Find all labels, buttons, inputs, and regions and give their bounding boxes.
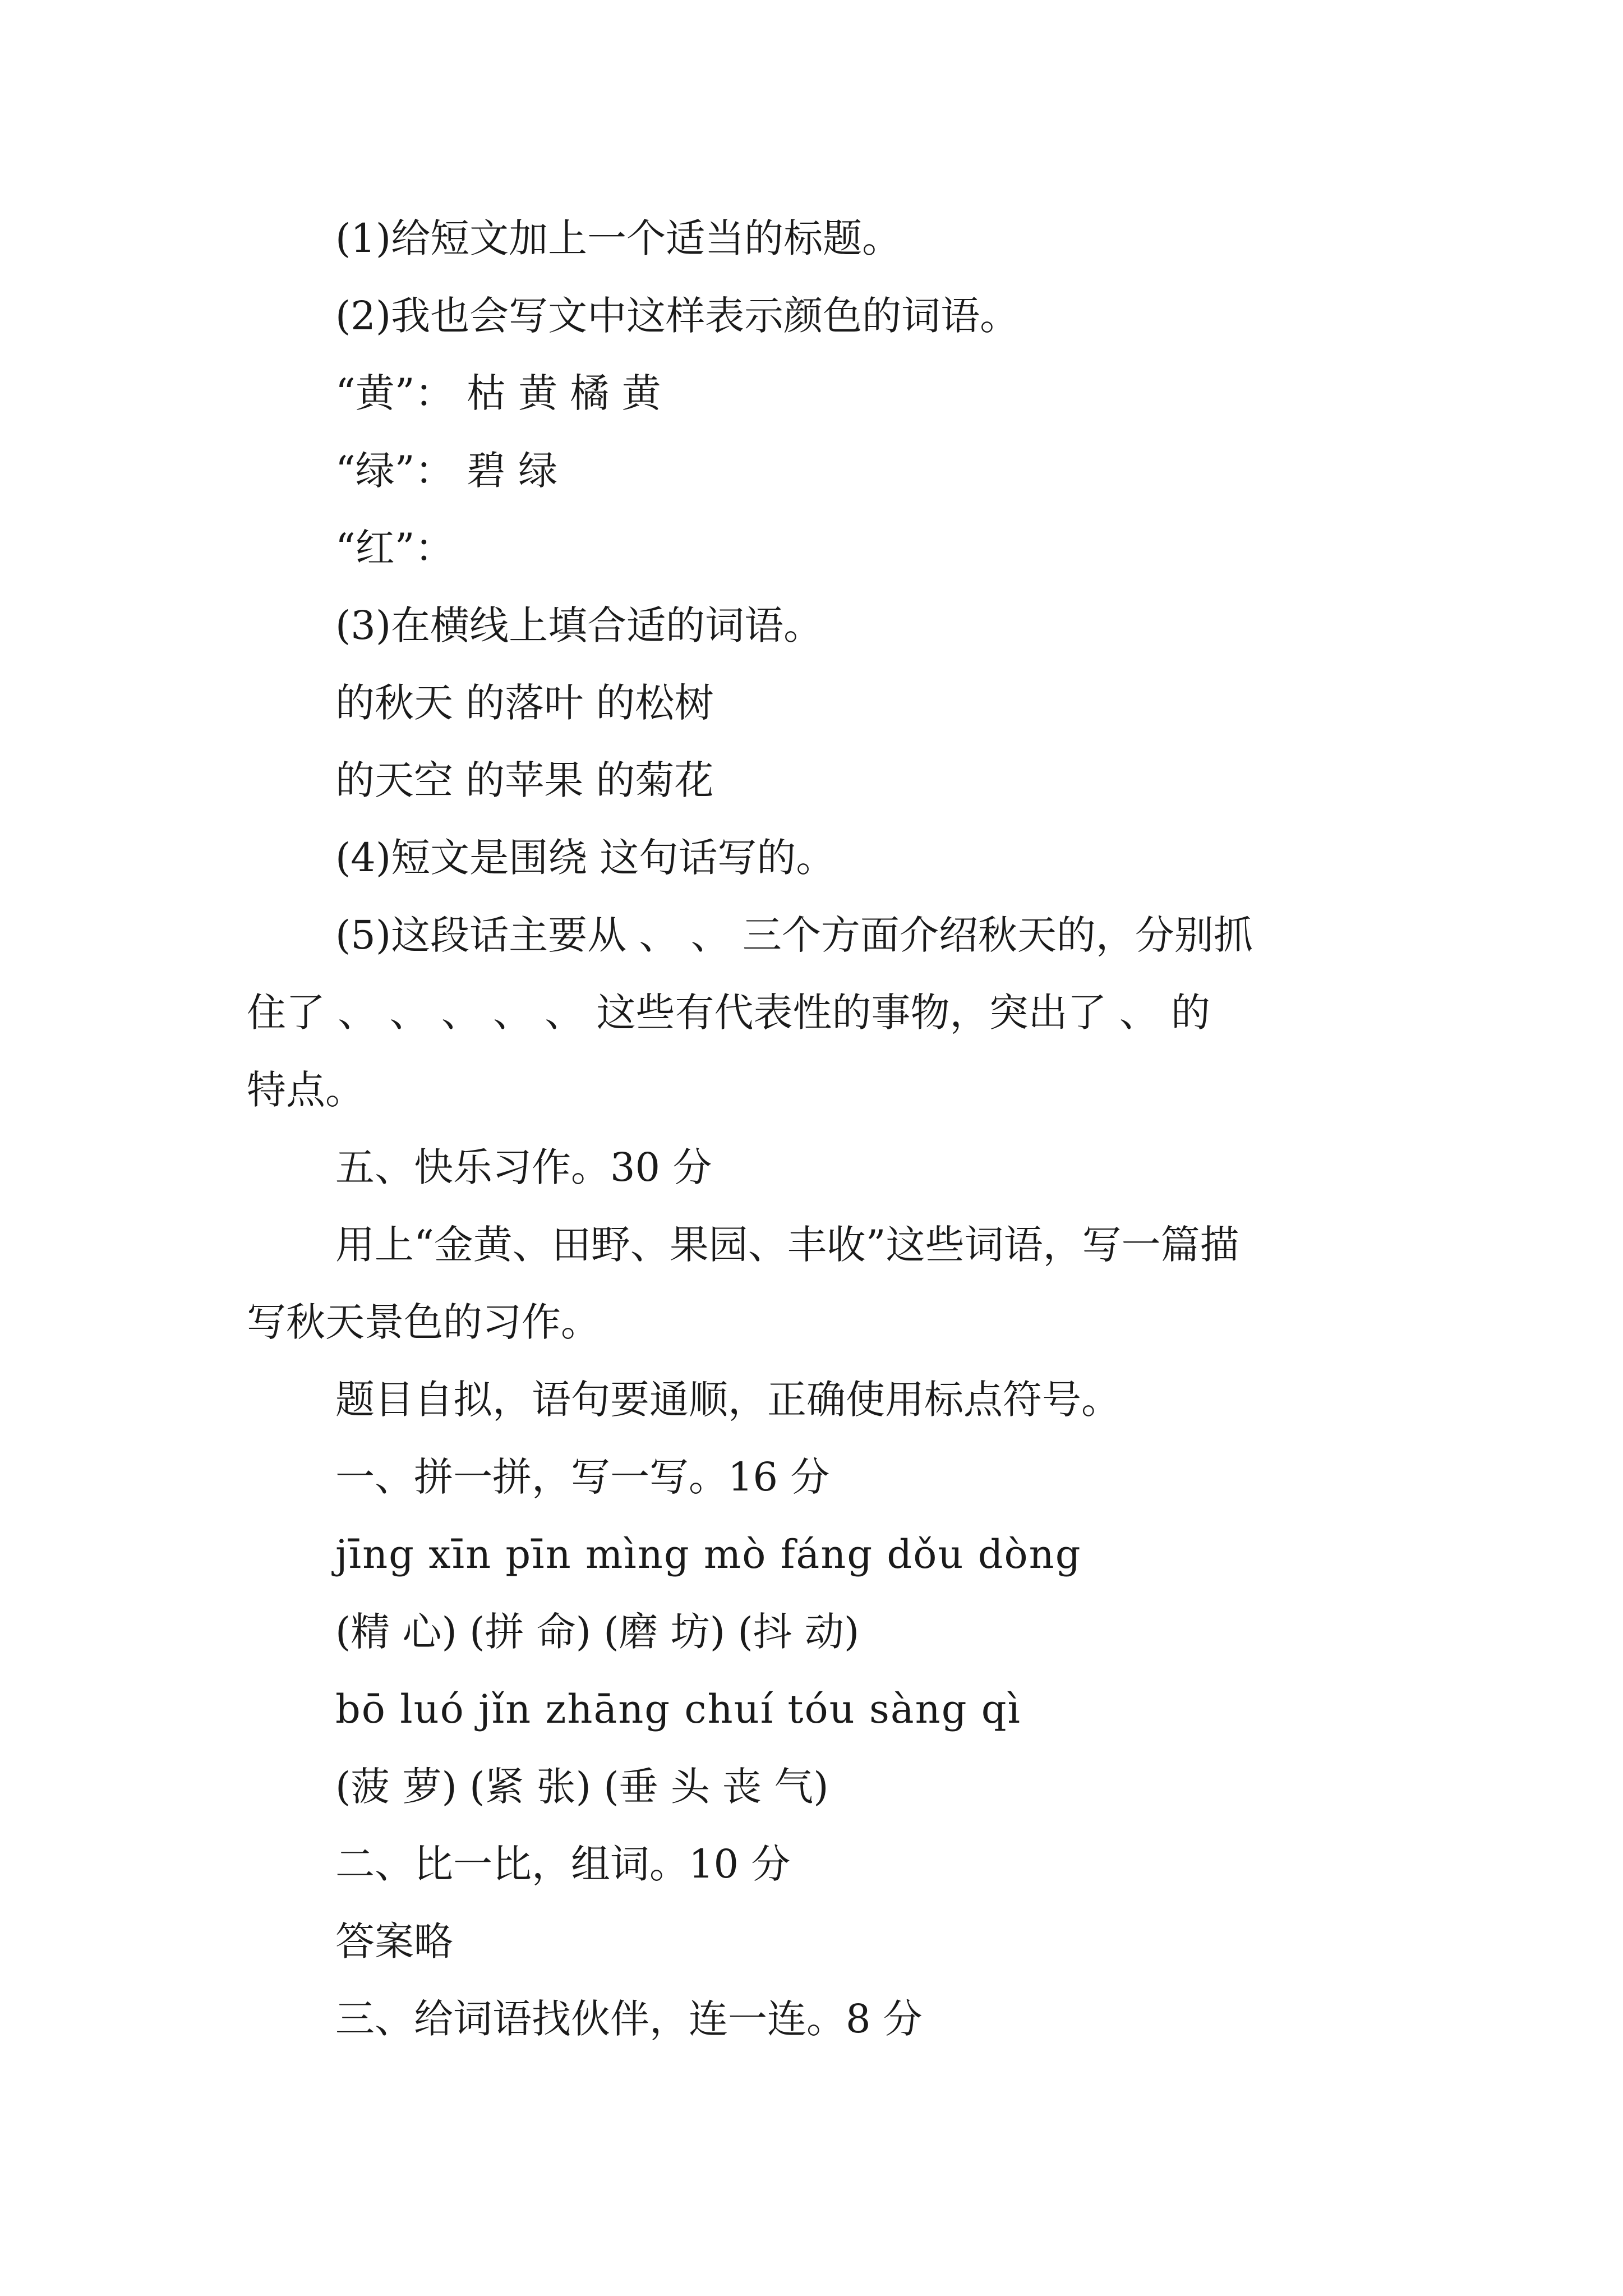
answer-section-2-heading: 二、比一比，组词。10 分 bbox=[335, 1842, 791, 1887]
pinyin-row-2: bō luó jǐn zhāng chuí tóu sàng qì bbox=[335, 1687, 1021, 1732]
green-words-line: “绿”： 碧 绿 bbox=[335, 448, 558, 494]
answer-section-1-heading: 一、拼一拼，写一写。16 分 bbox=[335, 1455, 830, 1500]
writing-prompt-line-1: 用上“金黄、田野、果园、丰收”这些词语，写一篇描 bbox=[335, 1222, 1239, 1268]
question-4-central-sentence: (4)短文是围绕 这句话写的。 bbox=[335, 835, 836, 881]
answer-section-3-heading: 三、给词语找伙伴，连一连。8 分 bbox=[335, 1996, 923, 2042]
question-5-line-1: (5)这段话主要从 、 、 三个方面介绍秋天的，分别抓 bbox=[335, 913, 1253, 958]
yellow-words-line: “黄”： 枯 黄 橘 黄 bbox=[335, 371, 661, 416]
document-body bbox=[247, 216, 1374, 2074]
answer-words-row-2: (菠 萝) (紧 张) (垂 头 丧 气) bbox=[335, 1764, 829, 1810]
section-5-heading: 五、快乐习作。30 分 bbox=[335, 1145, 712, 1190]
fill-blank-row-1: 的秋天 的落叶 的松树 bbox=[335, 680, 714, 726]
question-5-line-3: 特点。 bbox=[247, 1068, 365, 1113]
answer-words-row-1: (精 心) (拼 命) (磨 坊) (抖 动) bbox=[335, 1609, 860, 1655]
writing-prompt-line-2: 写秋天景色的习作。 bbox=[247, 1300, 600, 1345]
question-5-line-2: 住了 、 、 、 、 、 这些有代表性的事物，突出了 、 的 bbox=[247, 990, 1211, 1036]
fill-blank-row-2: 的天空 的苹果 的菊花 bbox=[335, 758, 714, 803]
question-3-fill-blanks: (3)在横线上填合适的词语。 bbox=[335, 603, 823, 648]
question-2-color-words: (2)我也会写文中这样表示颜色的词语。 bbox=[335, 293, 1020, 339]
red-words-line: “红”： bbox=[335, 526, 454, 571]
writing-requirements: 题目自拟，语句要通顺，正确使用标点符号。 bbox=[335, 1377, 1121, 1423]
pinyin-row-1: jīng xīn pīn mìng mò fáng dǒu dòng bbox=[335, 1532, 1082, 1577]
question-1-title: (1)给短文加上一个适当的标题。 bbox=[335, 216, 902, 261]
answer-omitted-note: 答案略 bbox=[335, 1919, 453, 1964]
